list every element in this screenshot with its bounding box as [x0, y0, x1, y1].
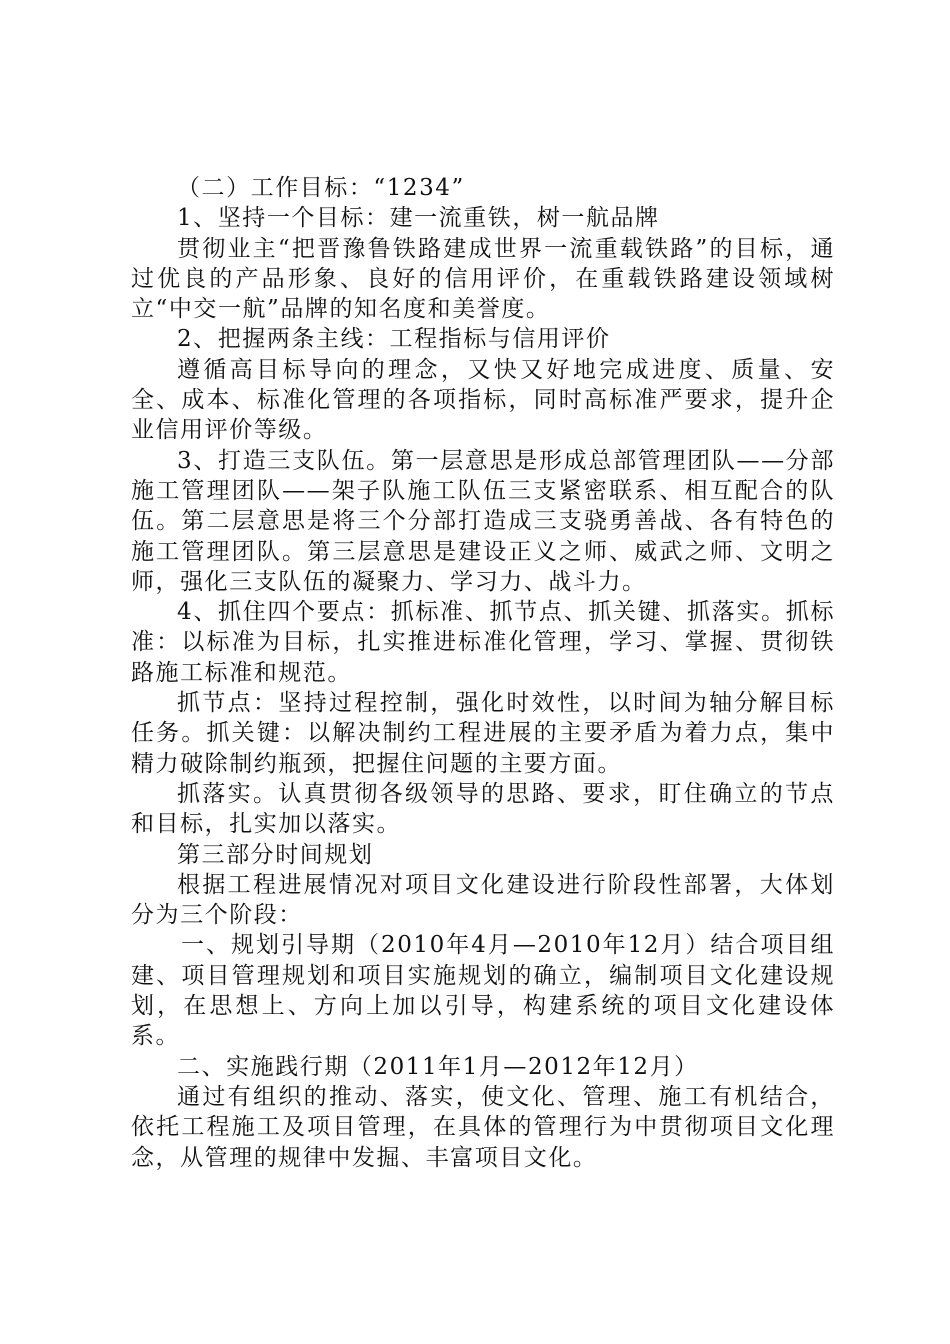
goal-4-paragraph: 4、抓住四个要点：抓标准、抓节点、抓关键、抓落实。抓标准：以标准为目标，扎实推进标准化管理，学习、掌握、贯彻铁路施工标准和规范。 [131, 599, 835, 686]
goal-2-body: 遵循高目标导向的理念，又快又好地完成进度、质量、安全、成本、标准化管理的各项指标，同时高标准严要求，提升企业信用评价等级。 [131, 356, 835, 444]
goal-4-nodes-paragraph: 抓节点：坚持过程控制，强化时效性，以时间为轴分解目标任务。抓关键：以解决制约工程进展的主要矛盾为着力点，集中精力破除制约瓶颈，把握住问题的主要方面。 [131, 690, 835, 777]
phase-2-heading: 二、实施践行期（2011年1月—2012年12月） [177, 1053, 699, 1080]
goal-1-body: 贯彻业主“把晋豫鲁铁路建成世界一流重载铁路”的目标，通过优良的产品形象、良好的信用评价，在重载铁路建设领域树立“中交一航”品牌的知名度和美誉度。 [131, 235, 835, 323]
document-body [131, 173, 835, 1173]
part-3-heading: 第三部分时间规划 [177, 841, 374, 868]
phase-2-body: 通过有组织的推动、落实，使文化、管理、施工有机结合，依托工程施工及项目管理，在具体的管理行为中贯彻项目文化理念，从管理的规律中发掘、丰富项目文化。 [131, 1083, 835, 1171]
goal-4-implementation-paragraph: 抓落实。认真贯彻各级领导的思路、要求，盯住确立的节点和目标，扎实加以落实。 [131, 780, 835, 838]
part-3-intro: 根据工程进展情况对项目文化建设进行阶段性部署，大体划分为三个阶段： [131, 871, 835, 929]
goal-3-paragraph: 3、打造三支队伍。第一层意思是形成总部管理团队——分部施工管理团队——架子队施工队伍三支紧密联系、相互配合的队伍。第二层意思是将三个分部打造成三支骁勇善战、各有特色的施工管理团队。第三层意思是建设正义之师、威武之师、文明之师，强化三支队伍的凝聚力、学习力、战斗力。 [131, 447, 835, 595]
goal-2-heading: 2、把握两条主线：工程指标与信用评价 [177, 326, 611, 353]
goal-1-heading: 1、坚持一个目标：建一流重铁，树一航品牌 [177, 205, 660, 232]
phase-1-paragraph: 一、规划引导期（2010年4月—2010年12月）结合项目组建、项目管理规划和项目实施规划的确立，编制项目文化建设规划，在思想上、方向上加以引导，构建系统的项目文化建设体系。 [131, 932, 835, 1050]
section-heading-work-goals: （二）工作目标：“1234” [177, 175, 465, 201]
